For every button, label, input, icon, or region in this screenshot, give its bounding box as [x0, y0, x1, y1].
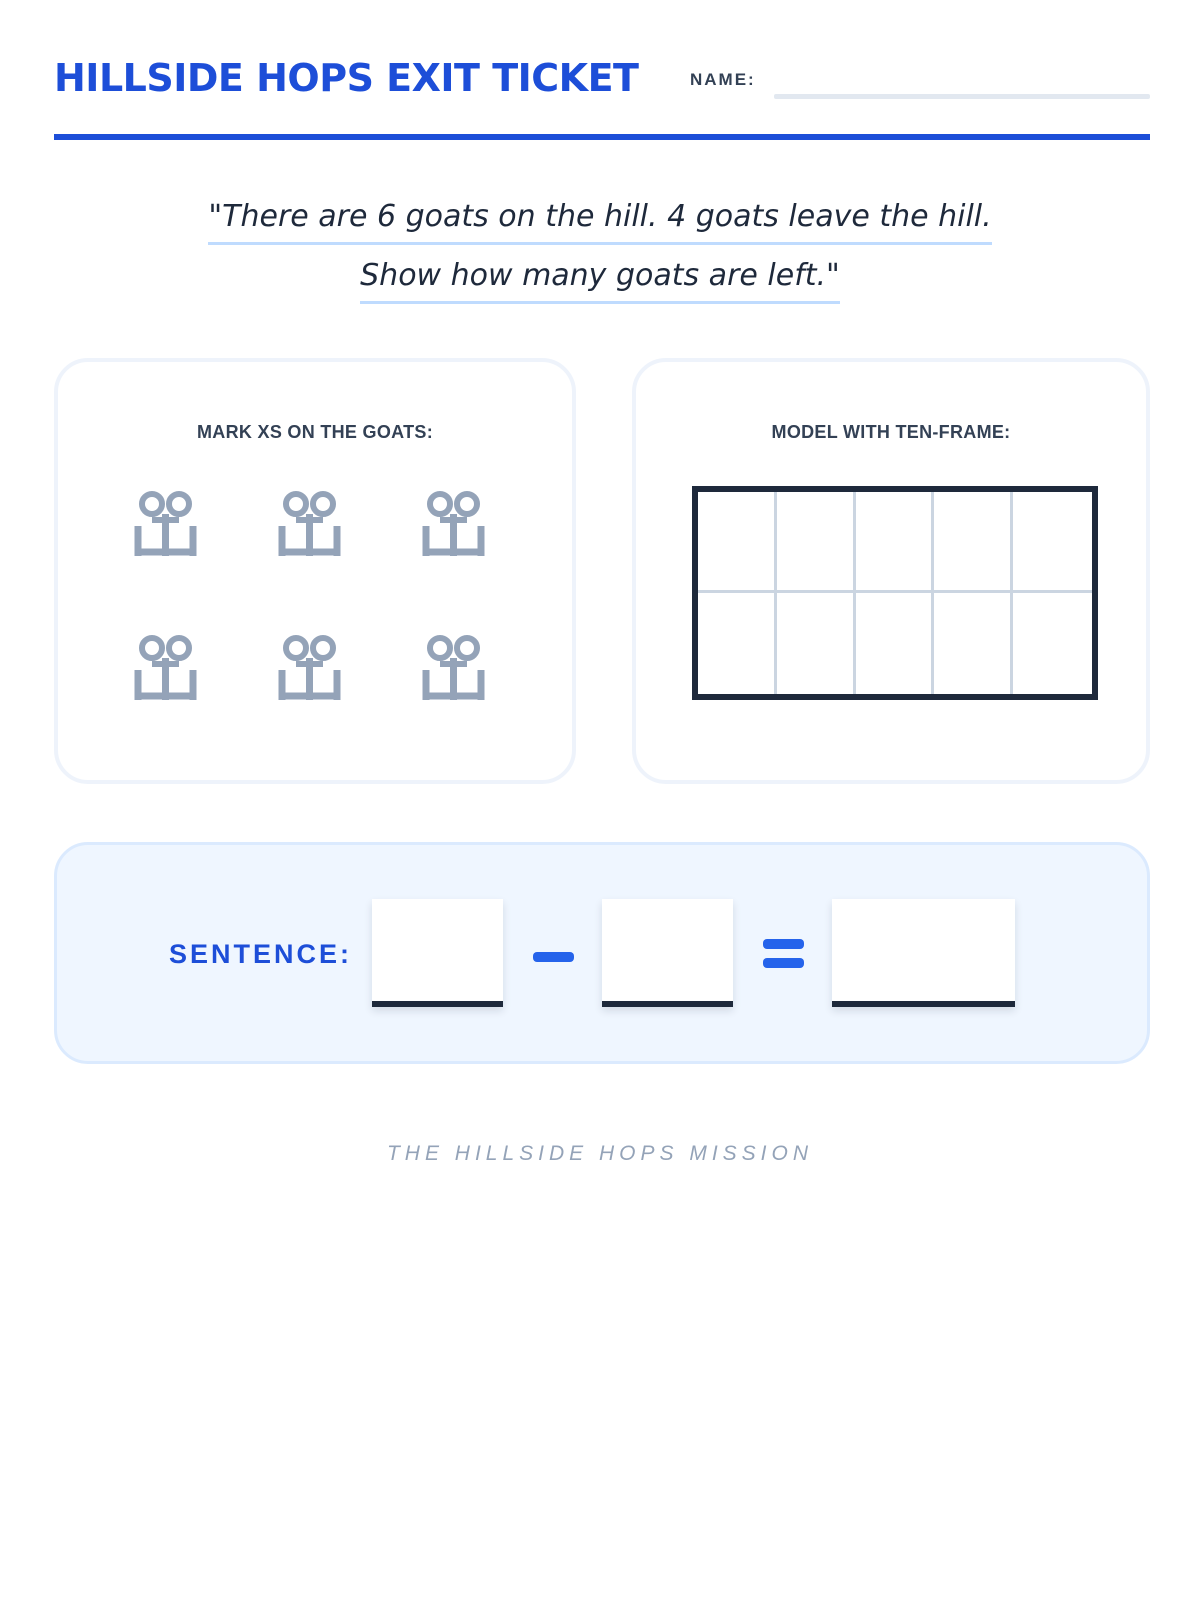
word-problem: [0, 196, 1200, 314]
sentence-blank-1[interactable]: [372, 899, 503, 1007]
tenframe-panel-label: MODEL WITH TEN-FRAME:: [771, 422, 1011, 442]
ten-frame-cell[interactable]: [856, 593, 935, 694]
goats-panel-label: MARK XS ON THE GOATS:: [197, 422, 433, 442]
ten-frame-cell[interactable]: [698, 492, 777, 593]
ten-frame-cell[interactable]: [856, 492, 935, 593]
goat-icon[interactable]: [132, 630, 202, 704]
word-problem-line-1: "There are 6 goats on the hill. 4 goats leave the hill.: [208, 196, 991, 245]
goat-icon[interactable]: [276, 486, 346, 560]
minus-icon: [533, 952, 574, 962]
name-field[interactable]: [774, 94, 1150, 99]
header-divider: [54, 134, 1150, 140]
goat-icon[interactable]: [276, 630, 346, 704]
name-label: NAME:: [690, 70, 756, 89]
sentence-answer-blank[interactable]: [832, 899, 1015, 1007]
ten-frame: [692, 486, 1098, 700]
ten-frame-cell[interactable]: [934, 492, 1013, 593]
goat-icon[interactable]: [420, 486, 490, 560]
word-problem-line-2: Show how many goats are left.": [360, 255, 840, 304]
ten-frame-cell[interactable]: [934, 593, 1013, 694]
ten-frame-cell[interactable]: [1013, 593, 1092, 694]
page-title: HILLSIDE HOPS EXIT TICKET: [54, 56, 639, 100]
number-sentence-panel: [54, 842, 1150, 1064]
ten-frame-cell[interactable]: [777, 593, 856, 694]
ten-frame-cell[interactable]: [777, 492, 856, 593]
sentence-label: SENTENCE:: [169, 939, 353, 969]
goats-panel: [54, 358, 576, 784]
ten-frame-cell[interactable]: [698, 593, 777, 694]
footer-text: THE HILLSIDE HOPS MISSION: [386, 1142, 814, 1165]
goat-icon[interactable]: [132, 486, 202, 560]
ticket-header: [54, 54, 1150, 104]
goat-icon[interactable]: [420, 630, 490, 704]
sentence-blank-2[interactable]: [602, 899, 733, 1007]
ten-frame-cell[interactable]: [1013, 492, 1092, 593]
tenframe-panel: [632, 358, 1150, 784]
